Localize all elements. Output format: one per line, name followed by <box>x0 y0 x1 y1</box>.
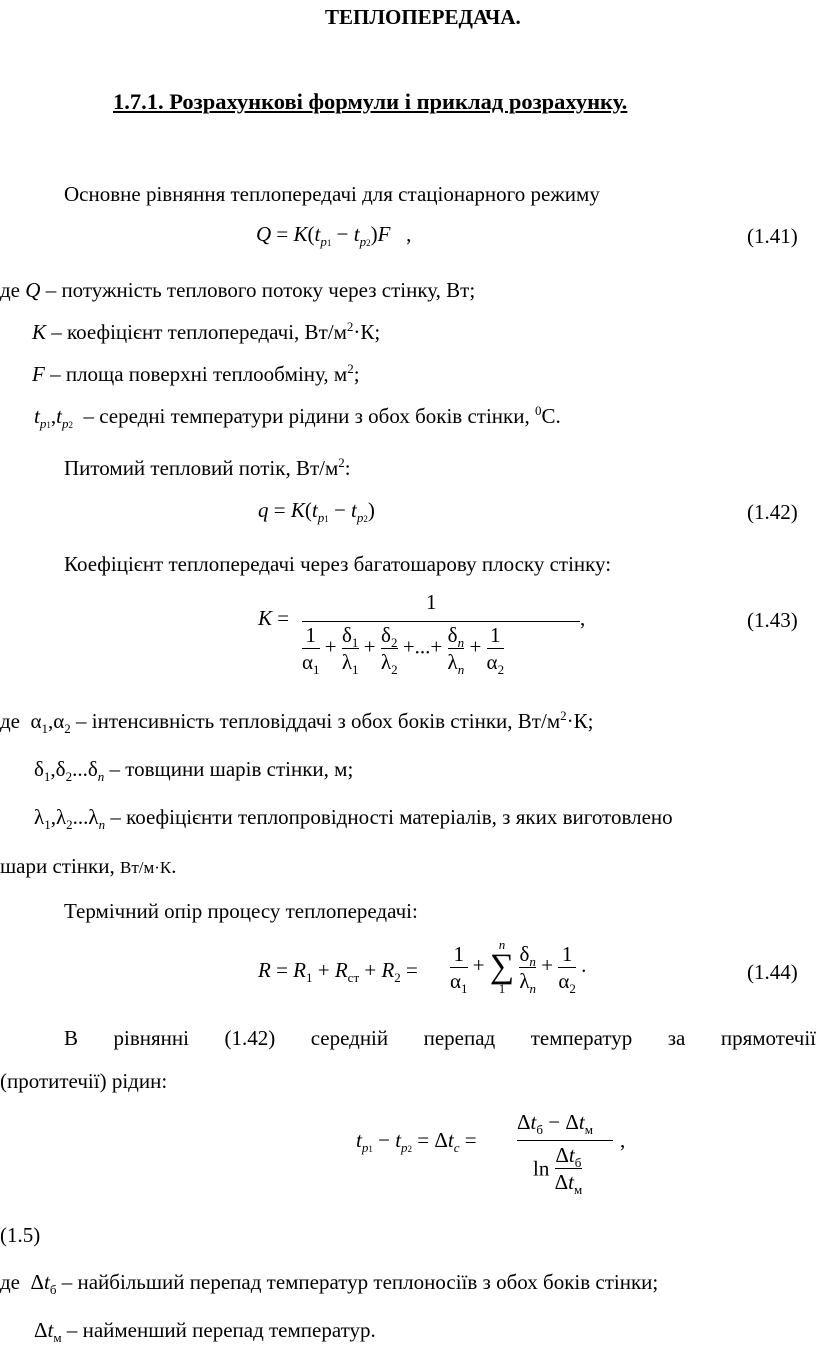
formula-1-5-denominator: ln $\frac{\Delta t_б}{\Delta t_м}$ <box>533 1143 583 1198</box>
formula-1-44-left: $R = R_1 + R_{ст} + R_2$ = <box>258 958 418 986</box>
formula-1-43-numerator: 1 <box>426 590 437 614</box>
def-lambda-cont: шари стінки, Вт/м·К. <box>0 854 177 878</box>
def-k: K – коефіцієнт теплопередачі, $Вт/м^2\cdot К$; <box>32 319 381 344</box>
eq-number-1-44: (1.44) <box>747 960 798 984</box>
document-title: ТЕПЛОПЕРЕДАЧА. <box>325 5 521 29</box>
formula-1-43-comma: , <box>580 606 586 630</box>
intro-text: Основне рівняння теплопередачі для стаціонарного режиму <box>64 182 600 206</box>
def-q: де Q – потужність теплового потоку через стінку, Вт; <box>0 278 476 302</box>
def-t: $t_{p1},t_{p2}$ – середні температури рідини з обох боків стінки, $^0$С. <box>34 403 561 432</box>
def-delta: $\delta_1,\delta_2...\delta_n$ – товщини шарів стінки, м; <box>34 757 354 785</box>
formula-1-43-lhs: K = <box>258 606 290 630</box>
eq-number-1-43: (1.43) <box>747 608 798 632</box>
multilayer-label: Коефіцієнт теплопередачі через багатошарову плоску стінку: <box>64 552 612 576</box>
formula-1-5-numerator: $\Delta t_б - \Delta t_м$ <box>517 1110 593 1138</box>
def-delta-t-b: де $\Delta t_б$ – найбільший перепад температур теплоносіїв з обох боків стінки; <box>0 1270 659 1298</box>
section-heading: 1.7.1. Розрахункові формули і приклад розрахунку. <box>113 89 628 114</box>
formula-1-5-comma: , <box>620 1128 626 1152</box>
formula-1-41: $Q = K(t_{p1} - t_{p2})F$ , <box>256 222 412 250</box>
def-delta-t-m: $\Delta t_м$ – найменший перепад температур. <box>34 1318 376 1346</box>
def-f: F – площа поверхні теплообміну, $м^2$; <box>32 361 360 386</box>
formula-1-44-right: $\frac{1}{\alpha_1}$ + n ∑ 1 $\frac{\delta_n}{\lambda_n}$ + $\frac{1}{\alpha_2}$ . <box>450 937 587 996</box>
eq-number-1-5: (1.5) <box>0 1223 41 1247</box>
eq-number-1-41: (1.41) <box>747 224 798 248</box>
delta-paragraph-line1: В рівнянні (1.42) середній перепад температур за прямотечії <box>64 1026 816 1050</box>
delta-paragraph-line2: (протитечії) рідин: <box>0 1069 168 1093</box>
formula-1-43-denominator: $\frac{1}{\alpha_1}$ + $\frac{\delta_1}{\lambda_1}$ + $\frac{\delta_2}{\lambda_2}$ +...+ $\frac{\delta_n}{\lambda_n}$ + $\frac{1}{\alpha_2}$ <box>302 623 505 678</box>
formula-1-5-left: $t_{p1} - t_{p2} = \Delta t_c$ = <box>356 1128 477 1156</box>
def-alpha: де $\alpha_1,\alpha_2$ – інтенсивність тепловіддачі з обох боків стінки, $Вт/м^2\cdot К$; <box>0 708 594 737</box>
formula-1-5-bar <box>517 1140 613 1141</box>
specific-flux-label: Питомий тепловий потік, $Вт/м^2$: <box>64 455 351 480</box>
eq-number-1-42: (1.42) <box>747 500 798 524</box>
formula-1-42: $q = K(t_{p1} - t_{p2})$ <box>258 498 375 526</box>
thermal-resistance-label: Термічний опір процесу теплопередачі: <box>64 899 418 923</box>
def-lambda: $\lambda_1,\lambda_2...\lambda_n$ – коефіцієнти теплопровідності матеріалів, з яких виготовлено <box>34 805 673 833</box>
